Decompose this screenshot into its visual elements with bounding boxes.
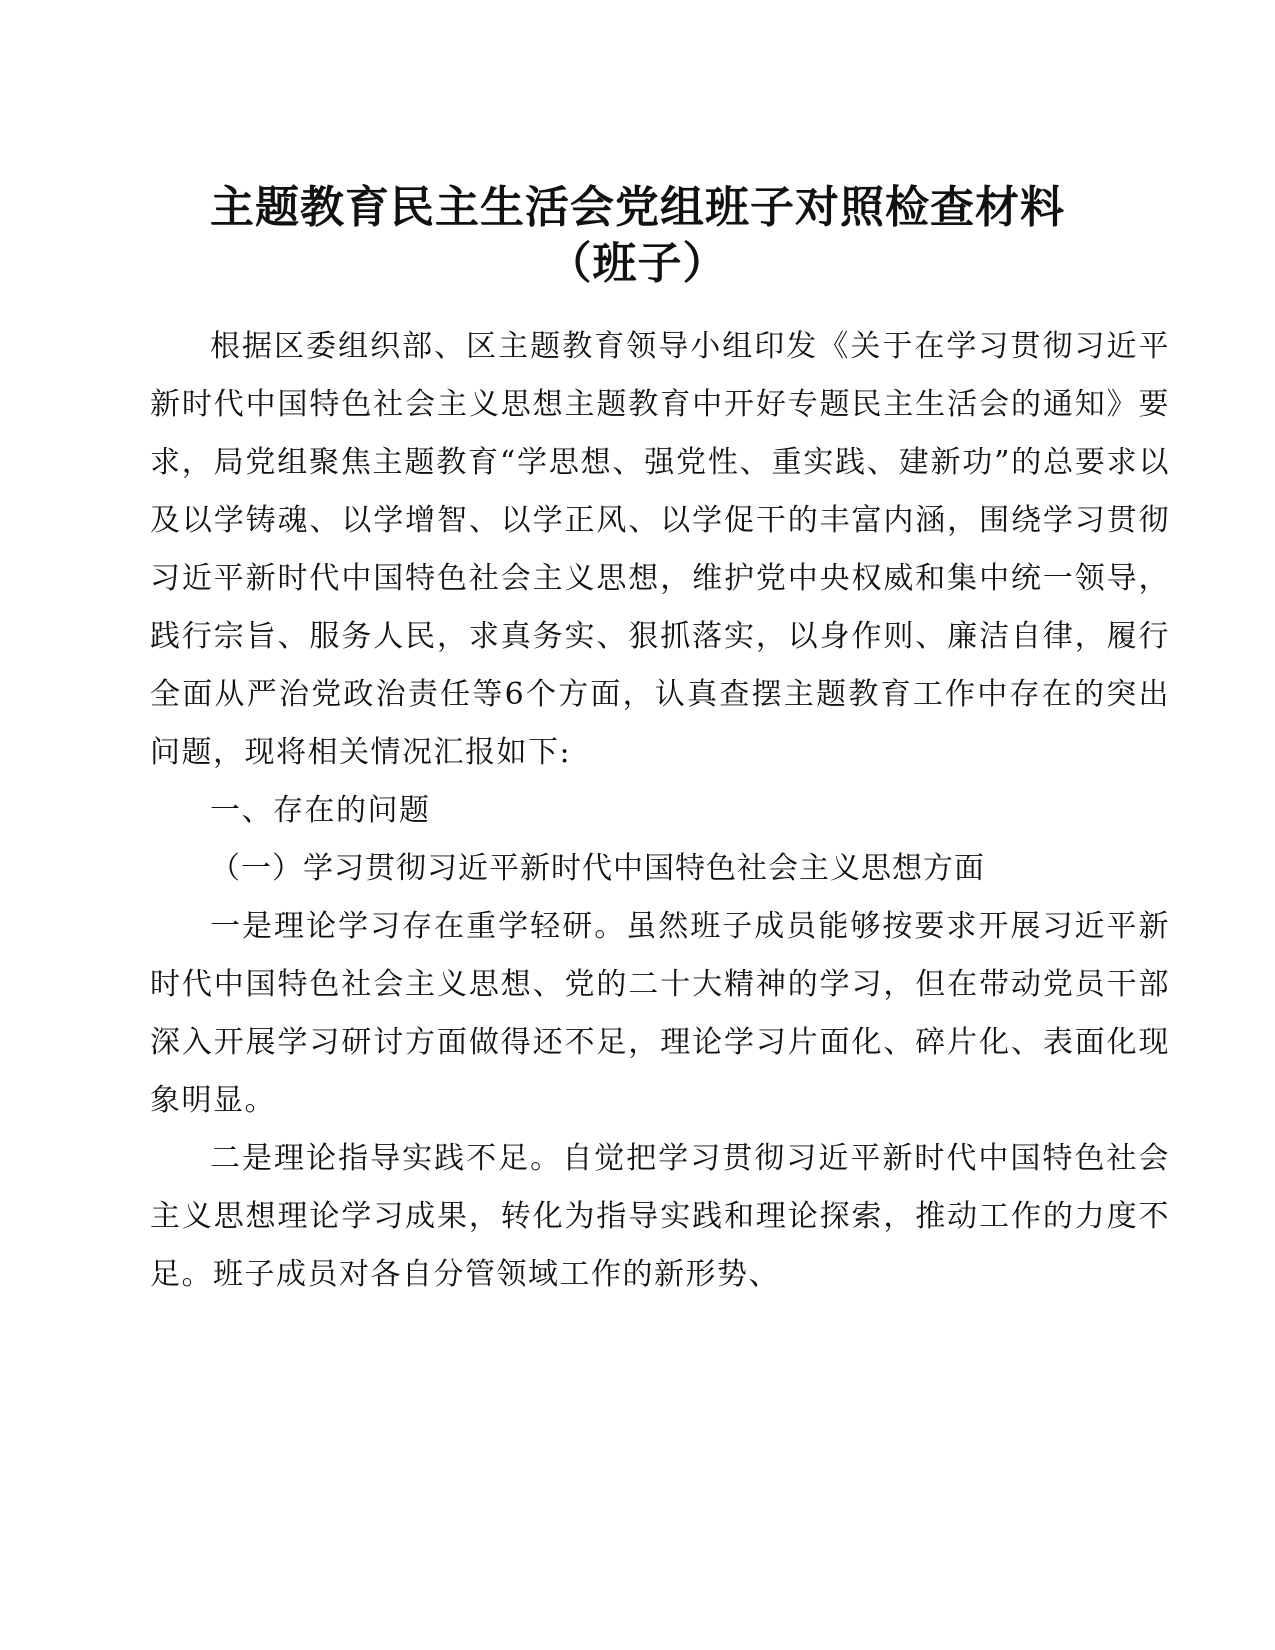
document-body (150, 318, 1170, 1304)
subsection-heading: （一）学习贯彻习近平新时代中国特色社会主义思想方面 (210, 851, 985, 886)
point-paragraph-2: 二是理论指导实践不足。自觉把学习贯彻习近平新时代中国特色社会主义思想理论学习成果，转化为指导实践和理论探索，推动工作的力度不足。班子成员对各自分管领域工作的新形势、 (150, 1141, 1170, 1292)
section-heading: 一、存在的问题 (210, 793, 431, 828)
intro-paragraph: 根据区委组织部、区主题教育领导小组印发《关于在学习贯彻习近平新时代中国特色社会主义思想主题教育中开好专题民主生活会的通知》要求，局党组聚焦主题教育“学思想、强党性、重实践、建新功”的总要求以及以学铸魂、以学增智、以学正风、以学促干的丰富内涵，围绕学习贯彻习近平新时代中国特色社会主义思想，维护党中央权威和集中统一领导，践行宗旨、服务人民，求真务实、狠抓落实，以身作则、廉洁自律，履行全面从严治党政治责任等6个方面，认真查摆主题教育工作中存在的突出问题，现将相关情况汇报如下: (150, 329, 1170, 770)
document-title: 主题教育民主生活会党组班子对照检查材料 (210, 182, 1065, 233)
point-paragraph-1: 一是理论学习存在重学轻研。虽然班子成员能够按要求开展习近平新时代中国特色社会主义思想、党的二十大精神的学习，但在带动党员干部深入开展学习研讨方面做得还不足，理论学习片面化、碎片化、表面化现象明显。 (150, 909, 1170, 1118)
document-subtitle: （班子） (547, 238, 728, 289)
